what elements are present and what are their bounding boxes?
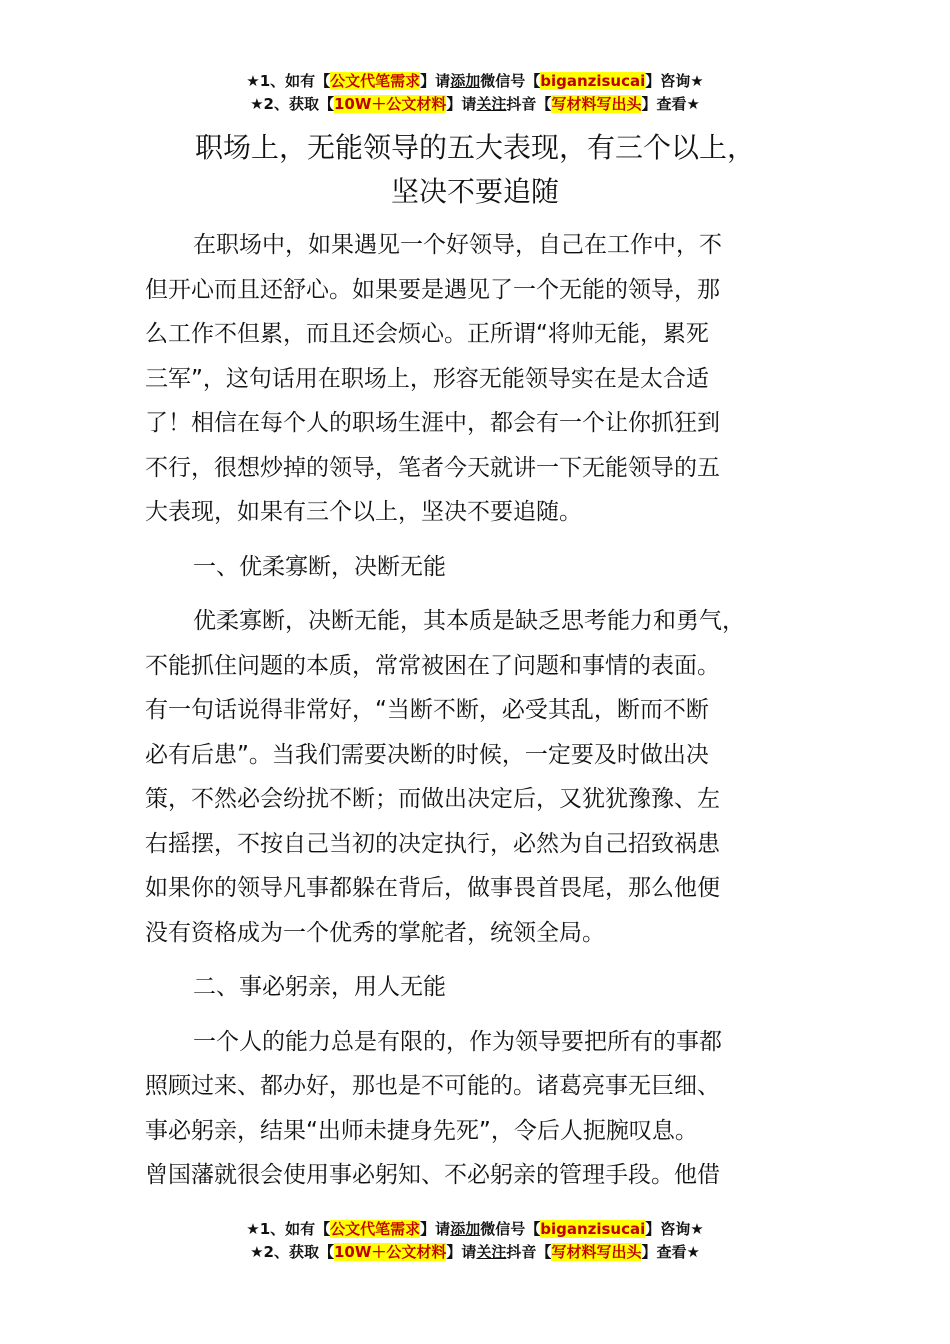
banner-text: 】咨询★ [645,1220,704,1238]
banner-highlight: 公文代笔需求 [330,1220,421,1238]
banner-text: 】咨询★ [645,72,704,90]
banner-text: ★2、获取【 [250,95,334,113]
text-line: 三军”，这句话用在职场上，形容无能领导实在是太合适 [145,365,709,392]
banner-underlined: 关注 [476,1243,507,1261]
text-line: 优柔寡断，决断无能，其本质是缺乏思考能力和勇气， [193,608,745,634]
section-2-paragraph [145,1020,835,1198]
banner-wechat-id: biganzisucai [540,72,646,90]
footer-banner [0,1218,950,1264]
header-banner [0,70,950,116]
banner-text: ★1、如有【 [246,72,331,90]
banner-text: 微信号【 [480,1220,541,1238]
page-title [120,126,830,214]
text-line: 照顾过来、都办好，那也是不可能的。诸葛亮事无巨细、 [145,1073,720,1099]
banner-text: 】查看★ [641,95,700,113]
section-1-paragraph [145,599,835,955]
text-line: 一个人的能力总是有限的，作为领导要把所有的事都 [193,1028,722,1055]
banner-douyin-id: 写材料写出头 [551,95,642,113]
banner-text: 】请 [446,1243,477,1261]
text-line: 必有后患”。当我们需要决断的时候，一定要及时做出决 [145,741,709,768]
section-heading-2: 二、事必躬亲，用人无能 [193,974,446,1000]
banner-line-1 [0,1218,950,1241]
intro-paragraph [145,223,835,535]
banner-text: 抖音【 [506,95,552,113]
title-line-1: 职场上，无能领导的五大表现，有三个以上， [194,131,755,164]
banner-text: 】请 [420,72,451,90]
banner-text: 抖音【 [506,1243,552,1261]
banner-text: ★2、获取【 [250,1243,334,1261]
banner-douyin-id: 写材料写出头 [551,1243,642,1261]
text-line: 么工作不但累，而且还会烦心。正所谓“将帅无能，累死 [145,321,709,347]
text-line: 不行，很想炒掉的领导，笔者今天就讲一下无能领导的五 [145,454,720,481]
title-line-2: 坚决不要追随 [390,175,559,208]
banner-text: 微信号【 [480,72,541,90]
text-line: 曾国藩就很会使用事必躬知、不必躬亲的管理手段。他借 [145,1162,720,1188]
banner-underlined: 关注 [476,95,507,113]
text-line: 策，不然必会纷扰不断；而做出决定后，又犹犹豫豫、左 [145,786,720,812]
text-line: 在职场中，如果遇见一个好领导，自己在工作中，不 [193,232,722,258]
banner-wechat-id: biganzisucai [540,1220,646,1238]
text-line: 但开心而且还舒心。如果要是遇见了一个无能的领导，那 [145,276,720,303]
banner-line-2 [0,93,950,116]
text-line: 不能抓住问题的本质，常常被困在了问题和事情的表面。 [145,652,720,679]
text-line: 如果你的领导凡事都躲在背后，做事畏首畏尾，那么他便 [145,875,720,901]
text-line: 了！相信在每个人的职场生涯中，都会有一个让你抓狂到 [145,410,720,436]
banner-underlined: 添加 [450,1220,481,1238]
banner-text: 】查看★ [641,1243,700,1261]
banner-text: 】请 [446,95,477,113]
text-line: 大表现，如果有三个以上，坚决不要追随。 [145,499,582,525]
banner-underlined: 添加 [450,72,481,90]
text-line: 有一句话说得非常好，“当断不断，必受其乱，断而不断 [145,697,709,723]
section-heading-1: 一、优柔寡断，决断无能 [193,553,446,580]
banner-line-1 [0,70,950,93]
banner-text: ★1、如有【 [246,1220,331,1238]
banner-text: 】请 [420,1220,451,1238]
text-line: 事必躬亲，结果“出师未捷身先死”，令后人扼腕叹息。 [145,1117,698,1144]
text-line: 右摇摆，不按自己当初的决定执行，必然为自己招致祸患 [145,830,720,857]
banner-line-2 [0,1241,950,1264]
banner-highlight: 10W＋公文材料 [333,95,447,113]
banner-highlight: 10W＋公文材料 [333,1243,447,1261]
banner-highlight: 公文代笔需求 [330,72,421,90]
article-body [145,223,835,1198]
text-line: 没有资格成为一个优秀的掌舵者，统领全局。 [145,919,605,946]
